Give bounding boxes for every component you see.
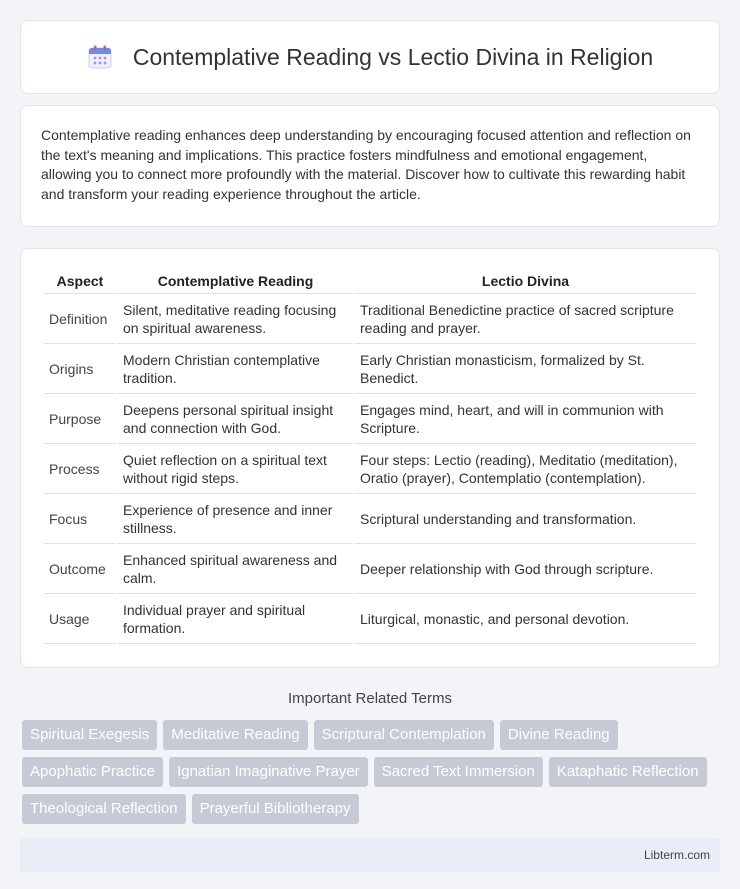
row-aspect: Purpose bbox=[44, 396, 116, 444]
page-header bbox=[20, 20, 720, 94]
row-lectio: Engages mind, heart, and will in communion with Scripture. bbox=[355, 396, 696, 444]
calendar-icon bbox=[87, 44, 113, 70]
header-lectio-divina: Lectio Divina bbox=[355, 271, 696, 294]
row-aspect: Definition bbox=[44, 296, 116, 344]
page-title: Contemplative Reading vs Lectio Divina in Religion bbox=[132, 43, 654, 70]
comparison-table bbox=[42, 269, 698, 646]
row-contemplative: Individual prayer and spiritual formation. bbox=[118, 596, 353, 644]
comparison-table-card bbox=[20, 248, 720, 668]
row-lectio: Four steps: Lectio (reading), Meditatio (meditation), Oratio (prayer), Contemplatio (contemplation). bbox=[355, 446, 696, 494]
row-aspect: Focus bbox=[44, 496, 116, 544]
term-tag[interactable]: Spiritual Exegesis bbox=[22, 720, 157, 750]
row-contemplative: Experience of presence and inner stillness. bbox=[118, 496, 353, 544]
term-tag[interactable]: Scriptural Contemplation bbox=[314, 720, 494, 750]
term-tag[interactable]: Sacred Text Immersion bbox=[374, 757, 543, 787]
related-terms-list bbox=[20, 720, 720, 824]
intro-section bbox=[20, 105, 720, 227]
row-lectio: Scriptural understanding and transformation. bbox=[355, 496, 696, 544]
intro-text: Contemplative reading enhances deep understanding by encouraging focused attention and reflection on the text's meaning and implications. This practice fosters mindfulness and emotional engagement, allowing you to connect more profoundly with the material. Discover how to cultivate this rewarding habit and transform your reading experience throughout the article. bbox=[41, 127, 691, 202]
table-row bbox=[44, 446, 696, 494]
term-tag[interactable]: Meditative Reading bbox=[163, 720, 307, 750]
table-row bbox=[44, 396, 696, 444]
row-lectio: Early Christian monasticism, formalized by St. Benedict. bbox=[355, 346, 696, 394]
row-contemplative: Enhanced spiritual awareness and calm. bbox=[118, 546, 353, 594]
table-row bbox=[44, 496, 696, 544]
row-lectio: Liturgical, monastic, and personal devotion. bbox=[355, 596, 696, 644]
row-aspect: Outcome bbox=[44, 546, 116, 594]
row-aspect: Process bbox=[44, 446, 116, 494]
row-aspect: Origins bbox=[44, 346, 116, 394]
header-aspect: Aspect bbox=[44, 271, 116, 294]
related-terms-title: Important Related Terms bbox=[288, 690, 452, 707]
term-tag[interactable]: Prayerful Bibliotherapy bbox=[192, 794, 359, 824]
row-contemplative: Quiet reflection on a spiritual text without rigid steps. bbox=[118, 446, 353, 494]
page-footer bbox=[20, 838, 720, 872]
row-aspect: Usage bbox=[44, 596, 116, 644]
term-tag[interactable]: Divine Reading bbox=[500, 720, 618, 750]
term-tag[interactable]: Theological Reflection bbox=[22, 794, 186, 824]
row-lectio: Traditional Benedictine practice of sacred scripture reading and prayer. bbox=[355, 296, 696, 344]
table-row bbox=[44, 546, 696, 594]
row-lectio: Deeper relationship with God through scripture. bbox=[355, 546, 696, 594]
term-tag[interactable]: Apophatic Practice bbox=[22, 757, 163, 787]
table-row bbox=[44, 346, 696, 394]
table-header-row bbox=[44, 271, 696, 294]
row-contemplative: Deepens personal spiritual insight and connection with God. bbox=[118, 396, 353, 444]
table-row bbox=[44, 296, 696, 344]
row-contemplative: Silent, meditative reading focusing on spiritual awareness. bbox=[118, 296, 353, 344]
footer-site-link[interactable]: Libterm.com bbox=[643, 848, 710, 862]
term-tag[interactable]: Ignatian Imaginative Prayer bbox=[169, 757, 368, 787]
term-tag[interactable]: Kataphatic Reflection bbox=[549, 757, 707, 787]
table-row bbox=[44, 596, 696, 644]
header-contemplative-reading: Contemplative Reading bbox=[118, 271, 353, 294]
row-contemplative: Modern Christian contemplative tradition. bbox=[118, 346, 353, 394]
